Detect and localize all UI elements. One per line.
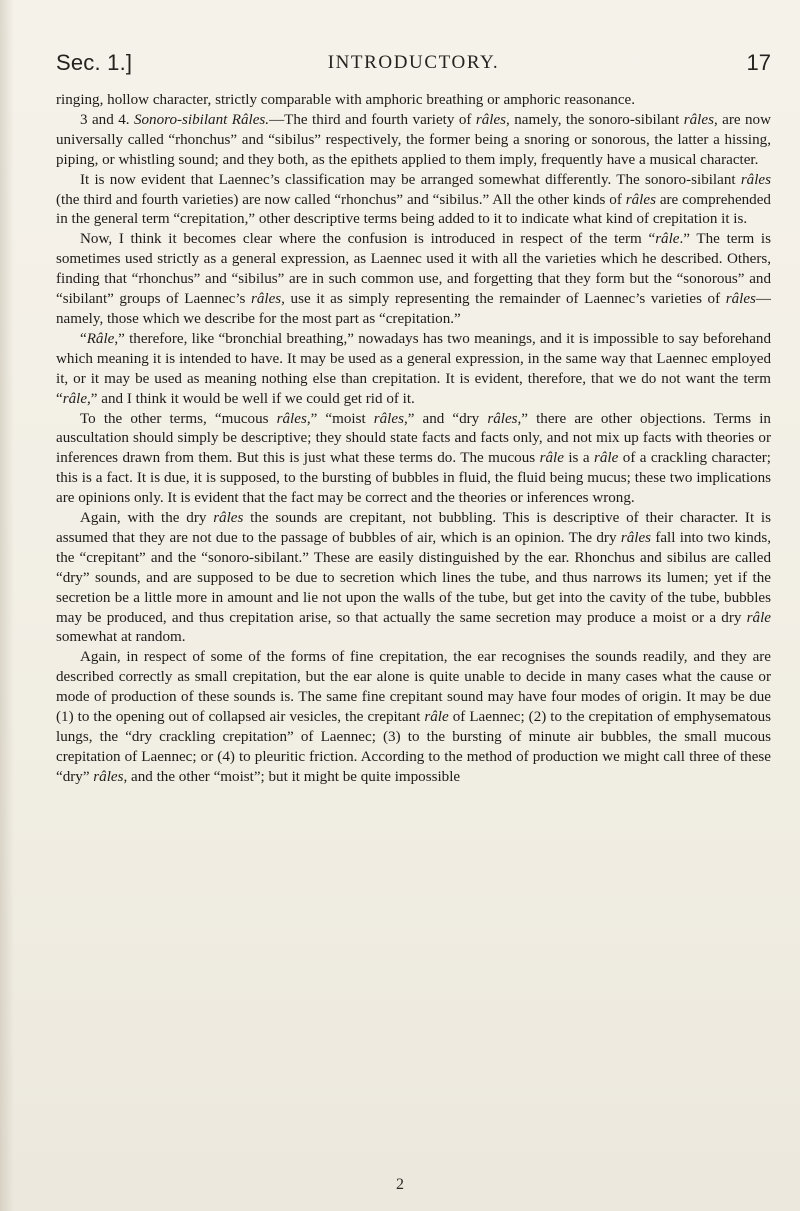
signature-mark: 2: [396, 1176, 404, 1193]
paragraph-again-fine: Again, in respect of some of the forms of fine crepitation, the ear recognises the sounds readily, and they are described correctly as small crepitation, but the ear alone is quite unable to decide in many cases what the cause or mode of production of these sounds is. The same fine crepitant sound may have four modes of origin. It may be due (1) to the opening out of collapsed air vesicles, the crepitant râle of Laennec; (2) to the crepitation of emphysematous lungs, the “dry crackling crepitation” of Laennec; (3) to the bursting of minute air bubbles, the small mucous crepitation of Laennec; or (4) to pleuritic friction. According to the method of production we might call three of these “dry” râles, and the other “moist”; but it might be quite impossible: [56, 649, 771, 785]
running-head: [56, 50, 771, 84]
paragraph-cont: ringing, hollow character, strictly comparable with amphoric breathing or amphoric reasonance.: [56, 92, 636, 108]
paragraph-evident: It is now evident that Laennec’s classification may be arranged somewhat differently. The sonoro-sibilant râles (the third and fourth varieties) are now called “rhonchus” and “sibilus.” All the other kinds of râles are comprehended in the general term “crepitation,” other descriptive terms being added to it to indicate what kind of crepitation it is.: [56, 171, 771, 228]
chapter-title: INTRODUCTORY.: [327, 52, 500, 73]
paragraph-other: To the other terms, “mucous râles,” “moist râles,” and “dry râles,” there are other objections. Terms in auscultation should simply be descriptive; they should state facts and facts only, and not mix up facts with theories or inferences drawn from them. But this is just what these terms do. The mucous râle is a râle of a crackling character; this is a fact. It is due, it is supposed, to the bursting of bubbles in fluid, the fluid being mucus; these two implications are opinions only. It is evident that the fact may be correct and the theories or inferences wrong.: [56, 410, 771, 507]
paragraph-now: Now, I think it becomes clear where the confusion is introduced in respect of the term “râle.” The term is sometimes used strictly as a general expression, as Laennec used it with all the varieties which he described. Others, finding that “rhonchus” and “sibilus” are in such common use, and forgetting that they form but the “sonorous” and “sibilant” groups of Laennec’s râles, use it as simply representing the remainder of Laennec’s varieties of râles—namely, those which we describe for the most part as “crepitation.”: [56, 231, 772, 327]
page-number: 17: [746, 50, 771, 75]
paragraph-sonoro: 3 and 4. Sonoro-sibilant Râles.—The third and fourth variety of râles, namely, the sonoro-sibilant râles, are now universally called “rhonchus” and “sibilus” respectively, the former being a snoring or sonorous, the latter a hissing, piping, or whistling sound; and they both, as the epithets applied to them imply, frequently have a musical character.: [56, 111, 771, 168]
section-label: Sec. 1.]: [56, 50, 133, 75]
paragraph-again-dry: Again, with the dry râles the sounds are crepitant, not bubbling. This is descriptive of their character. It is assumed that they are not due to the passage of bubbles of air, which is an opinion. The dry râles fall into two kinds, the “crepitant” and the “sonoro-sibilant.” These are easily distinguished by the ear. Rhonchus and sibilus are called “dry” sounds, and are supposed to be due to secretion which lines the tube, and thus narrows its lumen; yet if the secretion be a little more in amount and lie not upon the walls of the tube, but get into the cavity of the tube, bubbles may be produced, and thus crepitation arise, so that actually the same secretion may produce a moist or a dry râle somewhat at random.: [56, 510, 771, 646]
page-binding-shadow: [0, 0, 14, 1211]
body-text: [56, 91, 771, 788]
paragraph-rale: “Râle,” therefore, like “bronchial breathing,” nowadays has two meanings, and it is impossible to say beforehand which meaning it is intended to have. It may be used as a general expression, in the same way that Laennec employed it, or it may be used as meaning nothing else than crepitation. It is evident, therefore, that we do not want the term “râle,” and I think it would be well if we could get rid of it.: [56, 330, 771, 407]
